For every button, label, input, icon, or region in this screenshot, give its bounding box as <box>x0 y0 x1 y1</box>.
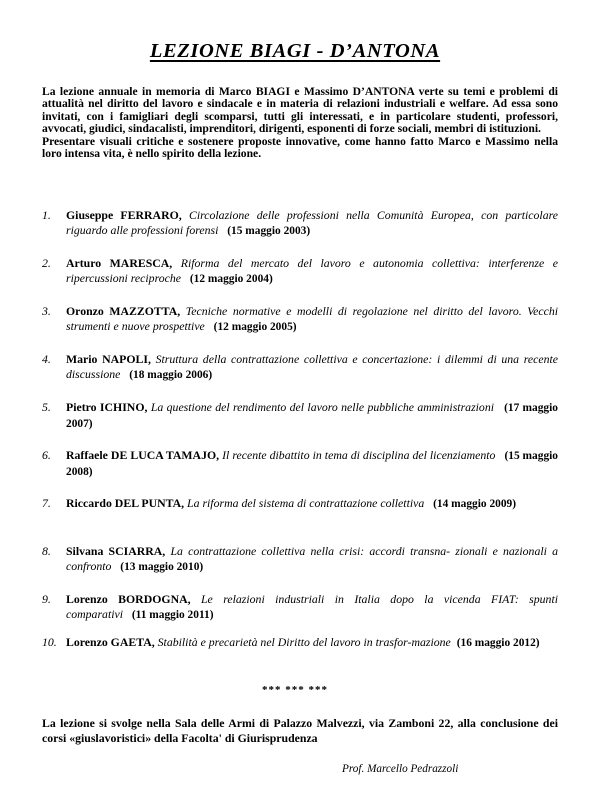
item-date: (14 maggio 2009) <box>433 498 517 510</box>
item-date: (12 maggio 2004) <box>189 273 273 285</box>
item-work: La questione del rendimento del lavoro nelle pubbliche amministrazioni <box>150 400 495 414</box>
item-author: Mario NAPOLI, <box>66 352 151 366</box>
list-item <box>42 496 558 512</box>
item-author: Pietro ICHINO, <box>66 400 148 414</box>
item-date: (18 maggio 2006) <box>129 369 213 381</box>
signature: Prof. Marcello Pedrazzoli <box>342 763 459 775</box>
item-date: (15 maggio 2008) <box>66 450 558 478</box>
item-work: La contrattazione collettiva nella crisi: accordi transna- zionali e nazionali a confronto <box>66 544 558 573</box>
list-item <box>42 400 558 432</box>
item-number: 2. <box>42 256 51 270</box>
list-item <box>42 544 558 575</box>
list-item <box>42 304 558 335</box>
item-number: 6. <box>42 448 51 462</box>
item-number: 5. <box>42 400 51 414</box>
item-author: Lorenzo GAETA, <box>66 635 155 649</box>
item-author: Lorenzo BORDOGNA, <box>66 592 191 606</box>
item-author: Raffaele DE LUCA TAMAJO, <box>66 448 220 462</box>
item-date: (16 maggio 2012) <box>456 637 540 649</box>
item-date: (11 maggio 2011) <box>131 609 214 621</box>
item-number: 10. <box>42 635 57 649</box>
intro-text <box>42 86 558 160</box>
item-number: 4. <box>42 352 51 366</box>
item-work: Riforma del mercato del lavoro e autonomia collettiva: interferenze e ripercussioni reciproche <box>66 256 558 285</box>
item-work: Struttura della contrattazione collettiva e concertazione: i dilemmi di una recente discussione <box>66 352 558 381</box>
item-author: Oronzo MAZZOTTA, <box>66 304 181 318</box>
item-work: Il recente dibattito in tema di disciplina del licenziamento <box>222 448 496 462</box>
item-number: 9. <box>42 592 51 606</box>
item-author: Arturo MARESCA, <box>66 256 173 270</box>
list-item <box>42 635 558 651</box>
intro-paragraph-1: La lezione annuale in memoria di Marco BIAGI e Massimo D’ANTONA verte su temi e problemi di attualità nel diritto del lavoro e sindacale e in materia di relazioni industriali e welfare. Ad essa sono invitati, con i famigliari degli scomparsi, tutti gli interessati, e in particolare studenti, professori, avvocati, giudici, sindacalisti, imprenditori, dirigenti, esponenti di forze sociali, membri di istituzioni. <box>42 85 558 136</box>
item-date: (15 maggio 2003) <box>227 225 311 237</box>
item-work: Stabilità e precarietà nel Diritto del lavoro in trasfor-mazione <box>157 635 451 649</box>
list-item <box>42 352 558 383</box>
item-work: Le relazioni industriali in Italia dopo la vicenda FIAT: spunti comparativi <box>66 592 559 621</box>
item-author: Giuseppe FERRARO, <box>66 208 182 222</box>
list-item <box>42 208 558 239</box>
intro-paragraph-2: Presentare visuali critiche e sostenere proposte innovative, come hanno fatto Marco e Massimo nella loro intensa vita, è nello spirito della lezione. <box>42 134 558 161</box>
separator-stars: *** *** *** <box>262 684 328 696</box>
item-number: 1. <box>42 208 51 222</box>
item-date: (13 maggio 2010) <box>120 561 204 573</box>
item-author: Riccardo DEL PUNTA, <box>66 496 185 510</box>
list-item <box>42 448 558 480</box>
list-item <box>42 256 558 287</box>
item-number: 3. <box>42 304 51 318</box>
item-author: Silvana SCIARRA, <box>66 544 166 558</box>
item-number: 8. <box>42 544 51 558</box>
list-item <box>42 592 558 623</box>
item-date: (12 maggio 2005) <box>213 321 297 333</box>
item-work: Circolazione delle professioni nella Comunità Europea, con particolare riguardo alle professioni forensi <box>66 208 558 237</box>
page-title: LEZIONE BIAGI - D’ANTONA <box>149 40 441 62</box>
item-number: 7. <box>42 496 51 510</box>
closing-note: La lezione si svolge nella Sala delle Armi di Palazzo Malvezzi, via Zamboni 22, alla conclusione dei corsi «giuslavoristici» della Facolta' di Giurisprudenza <box>42 716 558 745</box>
item-work: La riforma del sistema di contrattazione collettiva <box>187 496 425 510</box>
item-work: Tecniche normative e modelli di regolazione nel diritto del lavoro. Vecchi strumenti e nuove prospettive <box>66 304 559 333</box>
item-date: (17 maggio 2007) <box>66 402 558 430</box>
